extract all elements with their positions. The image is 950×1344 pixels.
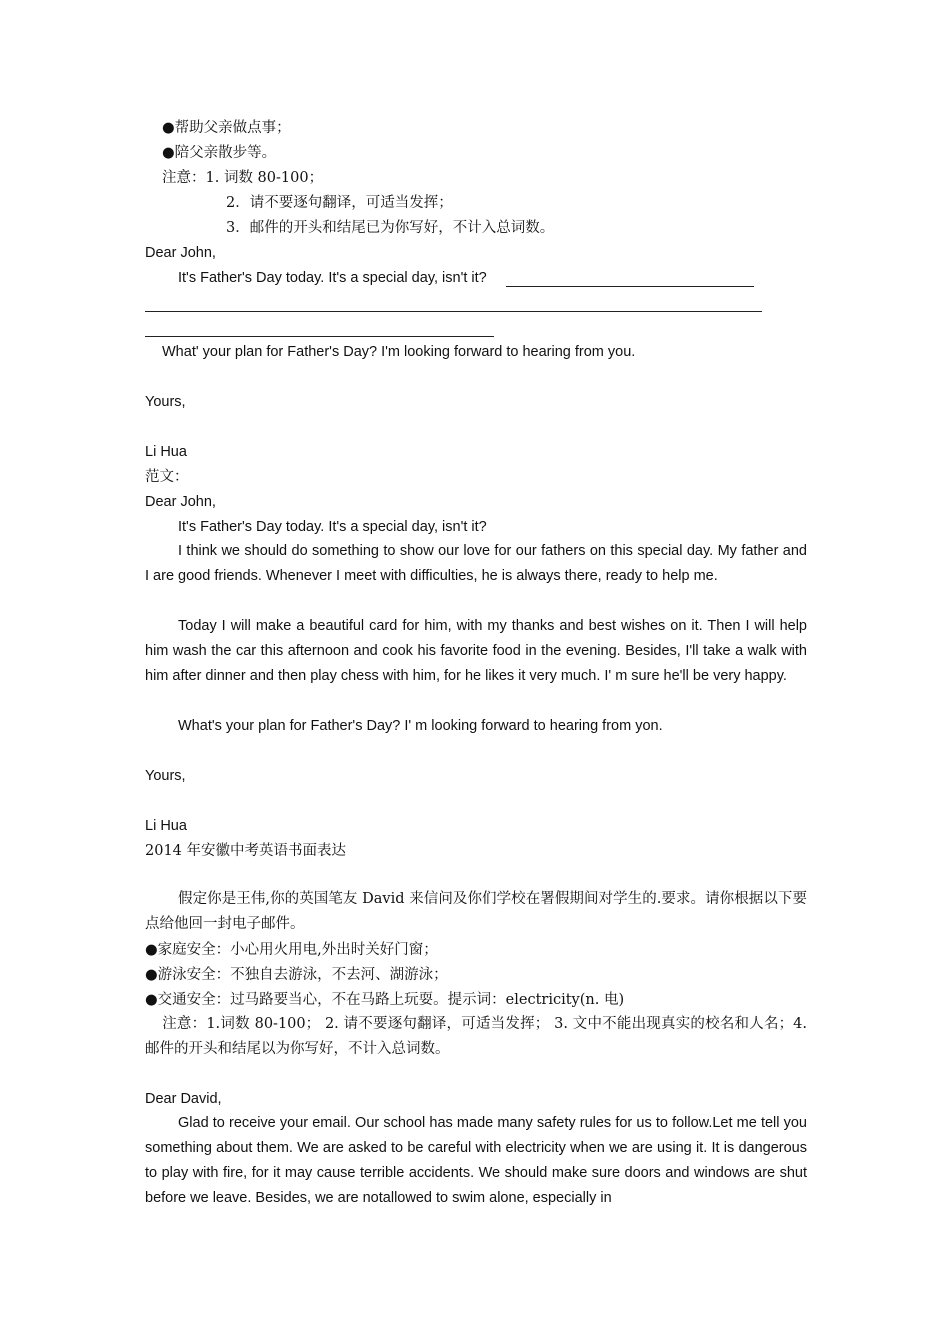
- sample-paragraph-2-text: I think we should do something to show our love for our fathers on this special day. My father and I are good friends. Whenever I meet with difficulties, he is always there, ready to help me.: [145, 543, 807, 584]
- letter-sign-off: Yours,: [145, 394, 186, 410]
- note-no-translate: 2．请不要逐句翻译，可适当发挥；: [226, 195, 453, 211]
- reply-body-text: Glad to receive your email. Our school has made many safety rules for us to follow.Let me tell you something about them. We are asked to be careful with electricity when we are using it. It is dangerous to play with fire, for it may cause terrible accidents. We should make sure doors and windows are shut before we leave. Besides, we are notallowed to swim alone, especially in: [145, 1115, 807, 1206]
- letter-opening: It's Father's Day today. It's a special day, isn't it?: [178, 270, 487, 286]
- task-prompt-text: 假定你是王伟,你的英国笔友 David 来信问及你们学校在署假期间对学生的.要求。请你根据以下要点给他回一封电子邮件。: [145, 891, 807, 932]
- bullet-home-safety: ●家庭安全：小心用火用电,外出时关好门窗；: [145, 942, 438, 958]
- note-word-count: 注意：1. 词数 80-100；: [162, 170, 324, 186]
- answer-blank-line: [145, 336, 494, 337]
- bullet-walk-father: ●陪父亲散步等。: [162, 145, 277, 161]
- sample-sign-off: Yours,: [145, 768, 186, 784]
- sample-paragraph-4: What's your plan for Father's Day? I' m looking forward to hearing from yon.: [178, 718, 663, 734]
- letter-closing-line: What' your plan for Father's Day? I'm looking forward to hearing from you.: [162, 344, 636, 360]
- sample-paragraph-3-text: Today I will make a beautiful card for him, with my thanks and best wishes on it. Then I will help him wash the car this afternoon and cook his favorite food in the evening. Besides, I'll take a walk with him after dinner and then play chess with him, for he likes it very much. I' m sure he'll be very happy.: [145, 618, 807, 684]
- bullet-traffic-safety: ●交通安全：过马路要当心，不在马路上玩耍。提示词：electricity(n. 电): [145, 992, 625, 1008]
- task-notes-text: 注意：1.词数 80-100； 2. 请不要逐句翻译，可适当发挥； 3. 文中不能出现真实的校名和人名；4. 邮件的开头和结尾以为你写好，不计入总词数。: [145, 1016, 807, 1057]
- bullet-help-father: ●帮助父亲做点事；: [162, 120, 291, 136]
- sample-label: 范文：: [145, 469, 189, 485]
- note-header-footer: 3．邮件的开头和结尾已为你写好，不计入总词数。: [226, 220, 555, 236]
- sample-paragraph-1: It's Father's Day today. It's a special day, isn't it?: [178, 519, 487, 535]
- task-notes: [145, 1012, 807, 1062]
- sample-signature: Li Hua: [145, 818, 187, 834]
- sample-paragraph-3: [145, 614, 807, 689]
- reply-body: [145, 1111, 807, 1211]
- reply-greeting: Dear David,: [145, 1091, 222, 1107]
- answer-blank-line: [145, 311, 762, 312]
- sample-greeting: Dear John,: [145, 494, 216, 510]
- answer-blank-line: [506, 286, 754, 287]
- letter-signature: Li Hua: [145, 444, 187, 460]
- letter-greeting: Dear John,: [145, 245, 216, 261]
- bullet-swim-safety: ●游泳安全：不独自去游泳，不去河、湖游泳；: [145, 967, 448, 983]
- task-prompt: [145, 887, 807, 937]
- section-title: 2014 年安徽中考英语书面表达: [145, 843, 347, 859]
- sample-paragraph-2: [145, 539, 807, 589]
